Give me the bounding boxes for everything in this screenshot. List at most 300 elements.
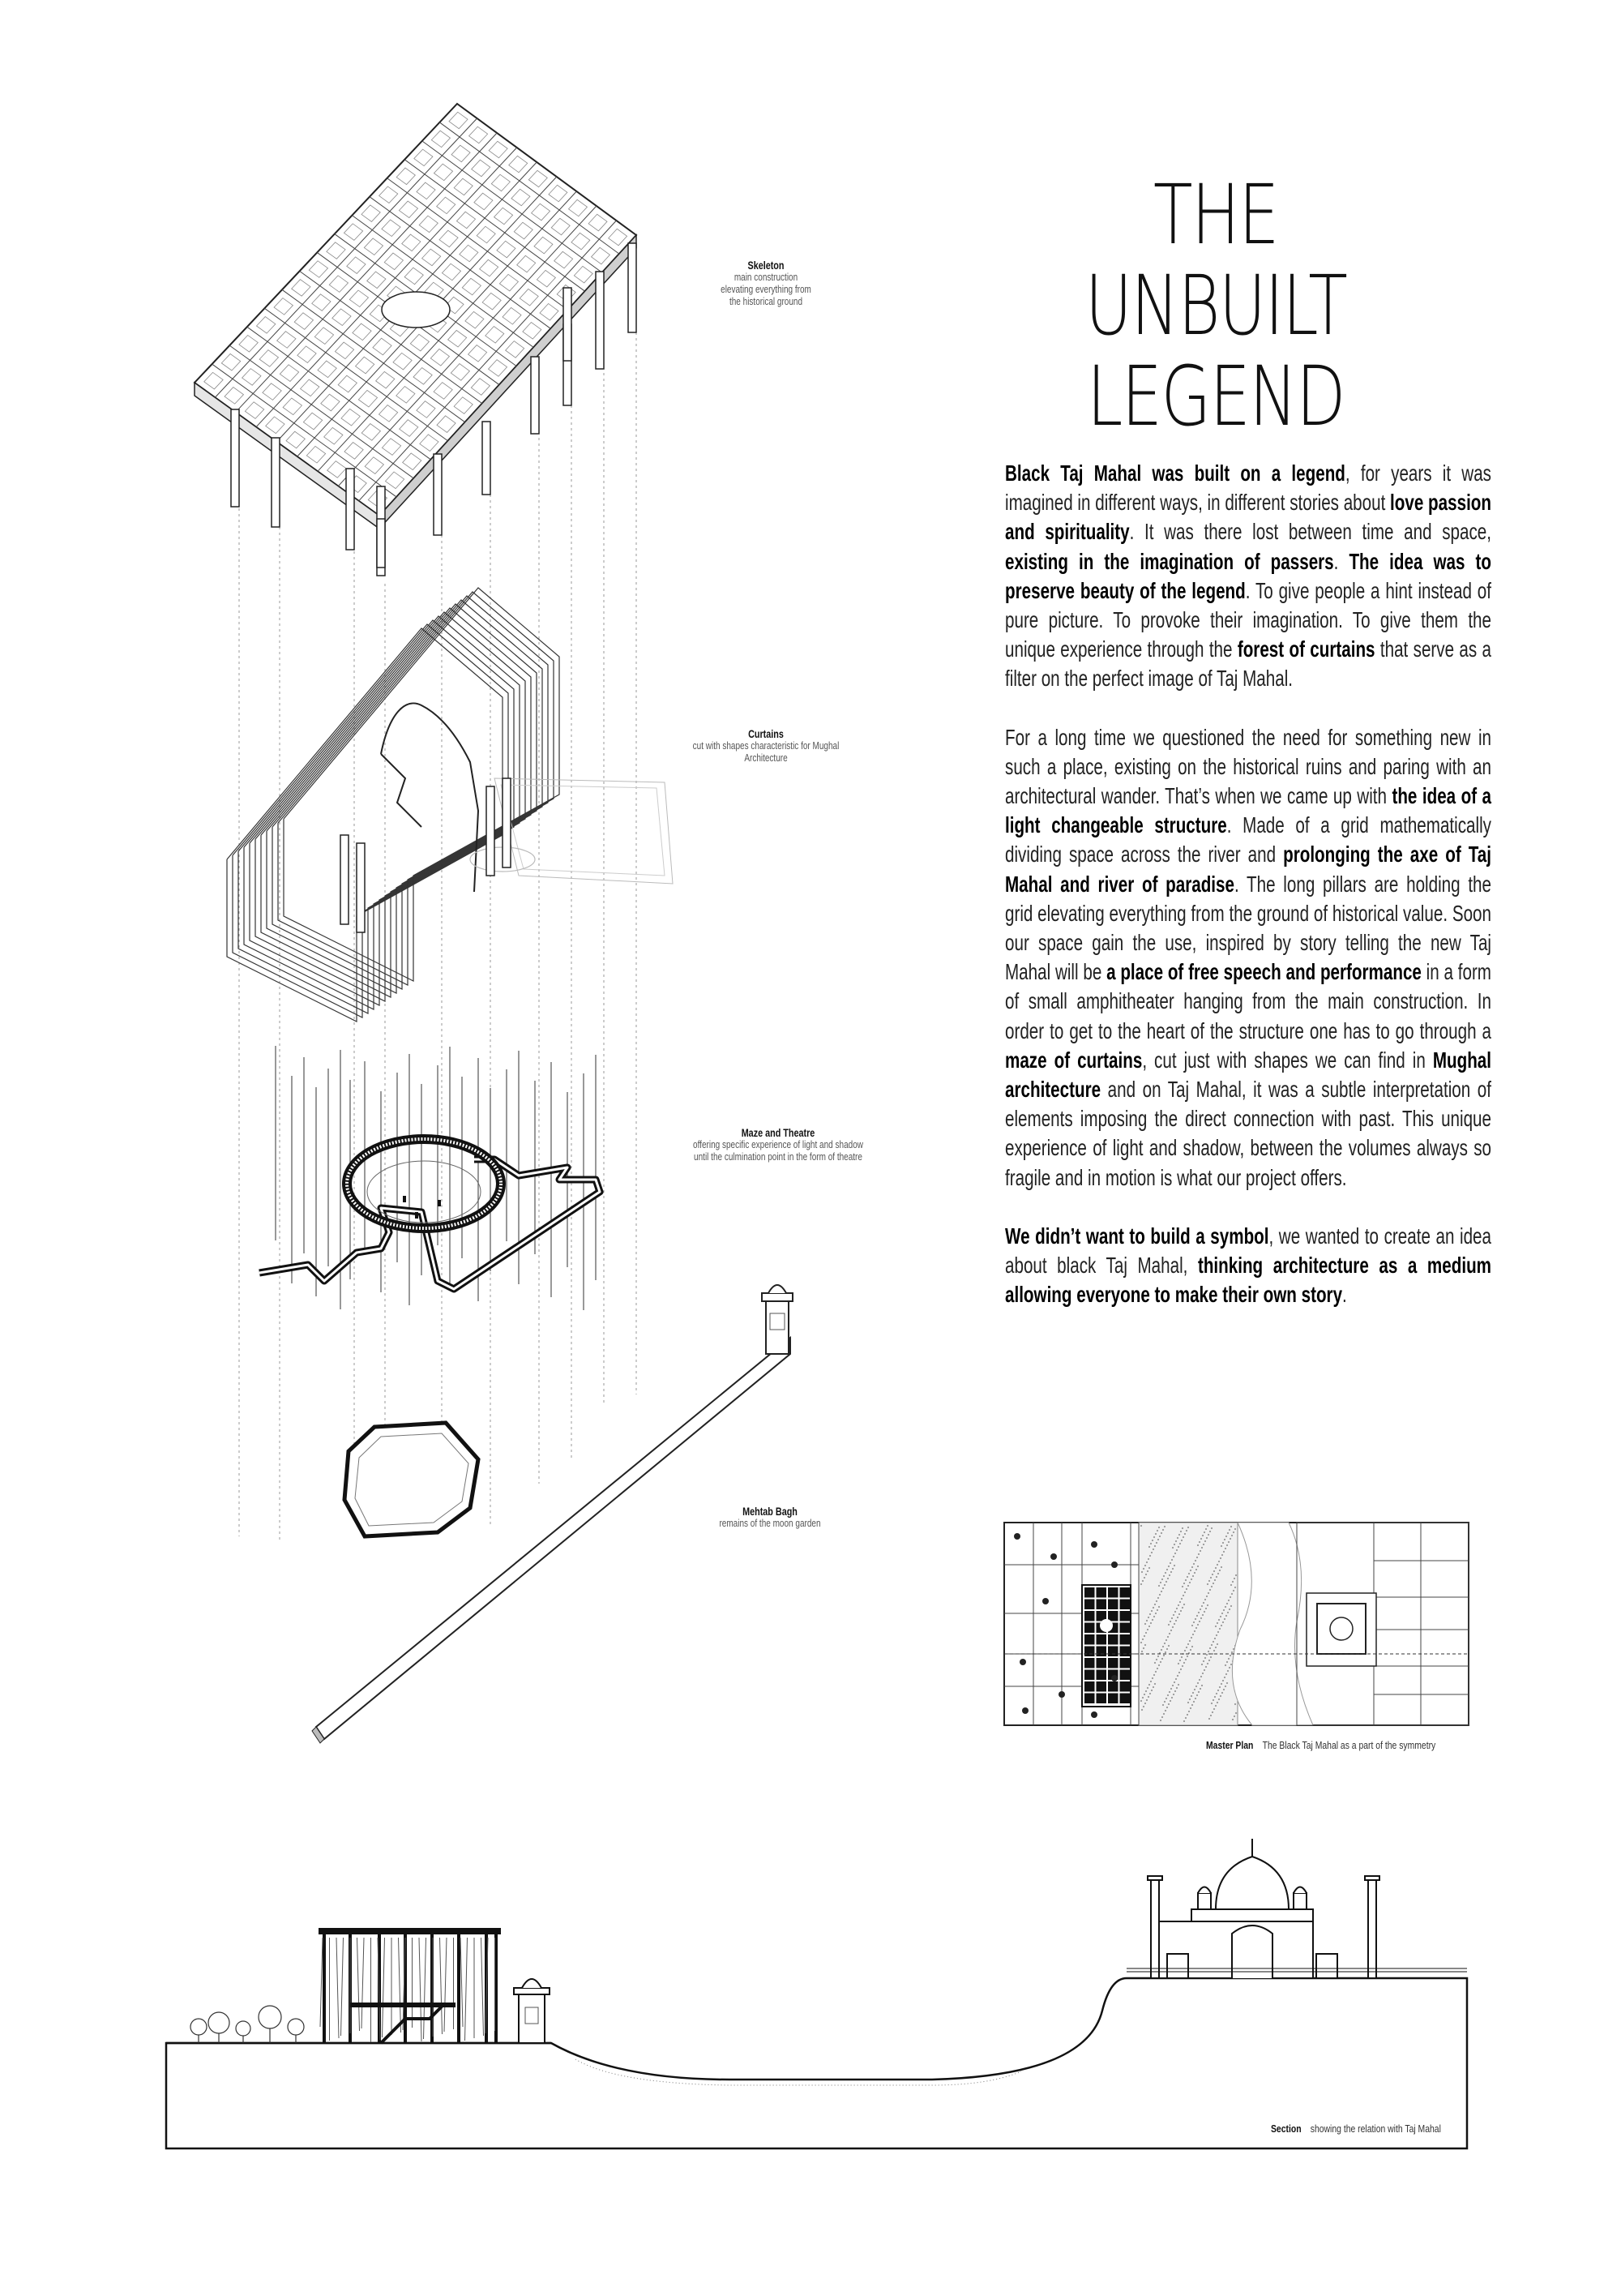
stipple-dot [1196, 1694, 1198, 1696]
body-text: that serve as a filter on the perfect image of Taj Mahal. [1005, 636, 1492, 692]
stipple-dot [1168, 1703, 1170, 1705]
stipple-dot [1179, 1601, 1181, 1603]
stipple-dot [1169, 1691, 1170, 1693]
emphasis-text: a place of free speech and performance [1106, 959, 1422, 985]
stipple-dot [1187, 1643, 1189, 1645]
stipple-dot [1152, 1540, 1153, 1541]
stipple-dot [1215, 1626, 1217, 1627]
stipple-dot [1235, 1712, 1237, 1714]
stipple-dot [1182, 1586, 1183, 1587]
stipple-dot [1235, 1574, 1237, 1576]
stipple-dot [1222, 1542, 1224, 1544]
stipple-dot [1197, 1682, 1199, 1684]
maze-drawing [259, 1046, 600, 1310]
stipple-dot [1150, 1543, 1152, 1544]
master-plan-caption-heading: Master Plan [1206, 1739, 1254, 1751]
stipple-dot [1157, 1609, 1158, 1611]
plan-dot [1111, 1675, 1118, 1681]
stipple-dot [1193, 1563, 1195, 1565]
stipple-dot [1222, 1621, 1224, 1623]
plan-cell [1097, 1681, 1107, 1692]
stipple-dot [1184, 1591, 1186, 1593]
stipple-dot [1172, 1685, 1174, 1686]
page-title [1039, 167, 1393, 446]
stipple-dot [1209, 1589, 1211, 1591]
stipple-dot [1184, 1650, 1186, 1651]
stipple-dot [1183, 1604, 1185, 1605]
stipple-dot [1217, 1702, 1218, 1703]
stipple-dot [1234, 1703, 1236, 1705]
stipple-dot [1217, 1564, 1218, 1566]
stipple-dot [1225, 1673, 1227, 1675]
paragraph-3 [1005, 1222, 1491, 1310]
stipple-dot [1195, 1569, 1197, 1570]
stipple-dot [1161, 1591, 1162, 1592]
stipple-dot [1170, 1571, 1172, 1573]
stipple-dot [1178, 1546, 1179, 1548]
plan-cell [1120, 1611, 1131, 1621]
stipple-dot [1229, 1529, 1230, 1531]
stipple-dot [1170, 1688, 1172, 1690]
stipple-dot [1227, 1612, 1229, 1613]
stipple-dot [1212, 1711, 1213, 1713]
stipple-dot [1218, 1619, 1220, 1621]
stipple-dot [1223, 1689, 1225, 1690]
stipple-dot [1157, 1656, 1159, 1657]
stipple-dot [1189, 1582, 1191, 1583]
stipple-dot [1225, 1664, 1226, 1666]
plan-cell [1108, 1694, 1118, 1704]
stipple-dot [1147, 1570, 1148, 1572]
emphasis-text: prolonging the axe of Taj Mahal and river of paradise [1005, 842, 1491, 897]
stipple-dot [1148, 1684, 1150, 1686]
stipple-dot [1186, 1647, 1187, 1648]
stipple-dot [1216, 1576, 1217, 1578]
description [1005, 459, 1491, 1339]
stipple-dot [1148, 1626, 1150, 1627]
stipple-dot [1223, 1609, 1225, 1611]
plan-cell [1084, 1587, 1095, 1598]
stipple-dot [1201, 1605, 1203, 1607]
pillar [231, 409, 239, 507]
stipple-dot [1231, 1593, 1233, 1595]
plan-cell [1084, 1681, 1095, 1692]
stipple-dot [1179, 1543, 1181, 1544]
stipple-dot [1152, 1677, 1153, 1679]
stipple-dot [1162, 1529, 1164, 1531]
stipple-dot [1199, 1679, 1200, 1681]
stipple-dot [1206, 1654, 1208, 1656]
stipple-dot [1209, 1647, 1211, 1649]
section-drawing [166, 1839, 1467, 2148]
section-curtain [465, 1938, 468, 2041]
plan-cell [1108, 1681, 1118, 1692]
body-text: . It was there lost between time and space, [1129, 519, 1491, 545]
emphasis-text: The idea was to preserve beauty of the legend [1005, 548, 1491, 603]
plan-cell [1120, 1634, 1131, 1645]
skeleton-drawing [195, 104, 636, 576]
stipple-dot [1199, 1621, 1200, 1622]
stipple-dot [1234, 1716, 1235, 1717]
emphasis-text: We didn’t want to build a symbol [1005, 1223, 1269, 1249]
body-text: . To give people a hint instead of pure picture. To provoke their imagination. To give them the unique experience through the [1005, 577, 1491, 662]
stipple-dot [1188, 1711, 1190, 1712]
stipple-dot [1183, 1583, 1185, 1584]
stipple-dot [1174, 1690, 1176, 1692]
stipple-dot [1155, 1671, 1157, 1673]
stipple-dot [1153, 1686, 1154, 1688]
stipple-dot [1173, 1556, 1174, 1557]
plan-cell [1084, 1658, 1095, 1668]
stipple-dot [1178, 1613, 1180, 1615]
stipple-dot [1213, 1641, 1214, 1643]
curtain-layer [227, 628, 503, 1022]
plan-cell [1097, 1634, 1107, 1645]
stipple-dot [1225, 1536, 1227, 1537]
stipple-dot [1163, 1655, 1165, 1656]
stipple-dot [1178, 1604, 1179, 1606]
stipple-dot [1161, 1716, 1163, 1718]
stipple-dot [1226, 1682, 1228, 1684]
stipple-dot [1205, 1528, 1207, 1530]
label-mehtab-bagh [699, 1506, 841, 1530]
stipple-dot [1177, 1675, 1178, 1677]
stipple-dot [1221, 1692, 1223, 1694]
plan-cell [1108, 1611, 1118, 1621]
section-curtain [481, 1938, 484, 2036]
plan-cell [1084, 1647, 1095, 1657]
stipple-dot [1144, 1644, 1146, 1646]
stipple-dot [1168, 1645, 1170, 1647]
section-curtain [336, 1938, 339, 2038]
stipple-dot [1158, 1585, 1160, 1587]
stipple-dot [1229, 1608, 1230, 1610]
stipple-dot [1172, 1626, 1174, 1628]
stipple-dot [1173, 1614, 1174, 1616]
pillar [377, 519, 385, 568]
stipple-dot [1178, 1534, 1180, 1536]
stipple-dot [1205, 1666, 1207, 1668]
stipple-dot [1143, 1706, 1144, 1707]
label-curtains-heading: Curtains [748, 728, 784, 740]
plan-cell [1120, 1658, 1131, 1668]
label-skeleton [691, 259, 840, 308]
emphasis-text: Mughal architecture [1005, 1047, 1491, 1103]
plan-cell [1084, 1634, 1095, 1645]
stipple-dot [1207, 1663, 1208, 1664]
stipple-dot [1149, 1693, 1151, 1694]
stipple-dot [1200, 1608, 1201, 1610]
stipple-dot [1164, 1643, 1165, 1644]
emphasis-text: maze of curtains [1005, 1047, 1143, 1073]
body-text: , we wanted to create an idea about black Taj Mahal, [1005, 1223, 1491, 1279]
stipple-dot [1154, 1662, 1156, 1664]
stipple-dot [1181, 1656, 1183, 1658]
stipple-dot [1162, 1704, 1164, 1706]
stipple-dot [1195, 1686, 1197, 1687]
plan-cell [1108, 1587, 1118, 1598]
stipple-dot [1164, 1526, 1165, 1527]
stipple-dot [1218, 1561, 1220, 1562]
stipple-dot [1211, 1644, 1213, 1646]
stipple-dot [1194, 1689, 1195, 1690]
stipple-dot [1165, 1698, 1167, 1699]
plan-cell [1084, 1611, 1095, 1621]
section-curtain [440, 1938, 443, 2034]
stipple-dot [1141, 1571, 1143, 1573]
stipple-dot [1213, 1583, 1214, 1584]
label-maze-line: until the culmination point in the form of theatre [694, 1151, 862, 1163]
stipple-dot [1217, 1631, 1219, 1633]
stipple-dot [1182, 1527, 1183, 1529]
stipple-dot [1191, 1625, 1193, 1626]
plan-cell [1084, 1670, 1095, 1681]
stipple-dot [1191, 1695, 1192, 1697]
stipple-dot [1150, 1681, 1152, 1682]
stipple-dot [1147, 1687, 1148, 1689]
stipple-dot [1156, 1659, 1157, 1660]
stipple-dot [1221, 1613, 1223, 1614]
stipple-dot [1219, 1686, 1221, 1688]
plan-cell [1120, 1600, 1131, 1610]
stipple-dot [1148, 1558, 1149, 1560]
stipple-dot [1145, 1690, 1147, 1692]
stipple-dot [1197, 1544, 1199, 1546]
stipple-dot [1187, 1527, 1189, 1528]
stipple-dot [1153, 1616, 1155, 1617]
stipple-dot [1174, 1565, 1175, 1566]
stipple-dot [1230, 1605, 1232, 1607]
stipple-dot [1184, 1533, 1186, 1535]
stipple-dot [1180, 1531, 1182, 1532]
stipple-dot [1193, 1701, 1195, 1703]
stipple-dot [1146, 1699, 1148, 1701]
stipple-dot [1172, 1568, 1174, 1570]
stipple-dot [1146, 1561, 1148, 1563]
stipple-dot [1200, 1550, 1201, 1552]
plan-cell [1084, 1623, 1095, 1634]
stipple-dot [1210, 1577, 1212, 1578]
stipple-dot [1181, 1540, 1183, 1541]
stipple-dot [1162, 1646, 1164, 1647]
stipple-dot [1195, 1618, 1196, 1620]
stipple-dot [1234, 1578, 1235, 1579]
stipple-dot [1178, 1684, 1179, 1686]
body-text: . [1333, 548, 1349, 574]
stipple-dot [1204, 1669, 1205, 1671]
plan-cell [1120, 1587, 1131, 1598]
stipple-dot [1151, 1610, 1153, 1612]
stipple-dot [1220, 1616, 1221, 1617]
stipple-dot [1213, 1699, 1214, 1701]
stipple-dot [1174, 1611, 1176, 1613]
stipple-dot [1140, 1642, 1142, 1643]
stipple-dot [1201, 1685, 1203, 1686]
plan-dot [1111, 1561, 1118, 1568]
stipple-dot [1140, 1525, 1142, 1527]
stipple-dot [1228, 1541, 1230, 1543]
stipple-dot [1226, 1661, 1228, 1663]
stipple-dot [1214, 1638, 1216, 1639]
stipple-dot [1159, 1536, 1161, 1537]
stipple-dot [1151, 1690, 1153, 1691]
stipple-dot [1183, 1595, 1184, 1596]
stipple-dot [1198, 1612, 1200, 1613]
stipple-dot [1215, 1647, 1217, 1648]
stipple-dot [1175, 1678, 1177, 1680]
body-text: in a form of small amphitheater hanging from the main construction. In order to get to the heart of the structure one has to go through a [1005, 959, 1491, 1043]
stipple-dot [1158, 1527, 1160, 1528]
stipple-dot [1208, 1651, 1209, 1652]
stipple-dot [1188, 1573, 1190, 1574]
body-text: . [1342, 1282, 1347, 1308]
stipple-dot [1209, 1531, 1211, 1532]
stipple-dot [1142, 1638, 1144, 1640]
stipple-dot [1174, 1623, 1175, 1625]
stipple-dot [1210, 1656, 1212, 1658]
stipple-dot [1204, 1531, 1205, 1533]
label-maze [655, 1127, 901, 1163]
stipple-dot [1153, 1607, 1154, 1608]
stipple-dot [1200, 1617, 1202, 1619]
paragraph-1 [1005, 459, 1491, 694]
stipple-dot [1163, 1713, 1165, 1715]
stipple-dot [1160, 1582, 1161, 1583]
stipple-dot [1167, 1694, 1169, 1696]
stipple-dot [1220, 1557, 1221, 1559]
pillar [628, 243, 636, 332]
stipple-dot [1144, 1703, 1146, 1704]
pillar [346, 469, 354, 550]
stipple-dot [1189, 1640, 1191, 1642]
stipple-dot [1157, 1668, 1158, 1669]
stipple-dot [1166, 1707, 1168, 1708]
stipple-dot [1176, 1549, 1178, 1551]
stipple-dot [1140, 1583, 1142, 1585]
stipple-dot [1177, 1537, 1178, 1539]
stipple-dot [1228, 1658, 1230, 1660]
body-text: , cut just with shapes we can find in [1142, 1047, 1433, 1073]
stipple-dot [1233, 1531, 1234, 1533]
stipple-dot [1155, 1613, 1157, 1614]
stipple-dot [1160, 1720, 1161, 1721]
stipple-dot [1144, 1623, 1146, 1625]
plan-cell [1108, 1634, 1118, 1645]
stipple-dot [1227, 1670, 1229, 1672]
plan-cell [1084, 1600, 1095, 1610]
pillar [434, 454, 442, 535]
plan-cell [1097, 1694, 1107, 1704]
section-curtain [460, 1938, 463, 2027]
plan-cell [1097, 1600, 1107, 1610]
stipple-dot [1208, 1580, 1210, 1582]
plan-cell [1120, 1681, 1131, 1692]
stipple-dot [1232, 1719, 1234, 1720]
stipple-dot [1203, 1544, 1204, 1545]
stipple-dot [1211, 1527, 1213, 1529]
stipple-dot [1178, 1663, 1179, 1664]
stipple-dot [1167, 1578, 1169, 1579]
stipple-dot [1172, 1547, 1174, 1549]
stipple-dot [1174, 1553, 1176, 1554]
emphasis-text: the idea of a light changeable structure [1005, 783, 1491, 838]
label-skeleton-heading: Skeleton [747, 259, 785, 272]
emphasis-text: Black Taj Mahal was built on a legend [1005, 460, 1345, 486]
stipple-dot [1211, 1586, 1213, 1587]
stipple-dot [1221, 1625, 1222, 1626]
stipple-dot [1163, 1575, 1165, 1577]
stipple-dot [1165, 1639, 1167, 1641]
stipple-dot [1194, 1572, 1195, 1574]
section-curtain [341, 1938, 344, 2036]
stipple-dot [1183, 1720, 1185, 1722]
stipple-dot [1226, 1603, 1228, 1604]
stipple-dot [1170, 1630, 1172, 1631]
stipple-dot [1190, 1649, 1191, 1651]
stipple-dot [1153, 1549, 1154, 1550]
stipple-dot [1234, 1528, 1236, 1530]
curtains-drawing [227, 588, 673, 1022]
stipple-dot [1154, 1604, 1156, 1605]
paragraph-2 [1005, 723, 1491, 1193]
pillar [531, 357, 539, 434]
plan-dot [1022, 1707, 1029, 1714]
stipple-dot [1146, 1620, 1148, 1621]
stipple-dot [1223, 1551, 1225, 1553]
stipple-dot [1152, 1619, 1153, 1621]
stipple-dot [1226, 1544, 1228, 1546]
stipple-dot [1228, 1600, 1230, 1601]
stipple-dot [1200, 1676, 1202, 1677]
stipple-dot [1164, 1584, 1165, 1586]
stipple-dot [1166, 1648, 1168, 1650]
plan-cell [1097, 1658, 1107, 1668]
stipple-dot [1233, 1590, 1234, 1591]
stipple-dot [1182, 1607, 1183, 1608]
stipple-dot [1215, 1705, 1217, 1707]
stipple-dot [1201, 1664, 1203, 1665]
stipple-dot [1208, 1718, 1210, 1720]
section-caption [1271, 2123, 1441, 2135]
stipple-dot [1211, 1703, 1213, 1704]
stipple-dot [1217, 1643, 1218, 1645]
label-mehtab-line: remains of the moon garden [719, 1518, 821, 1529]
stipple-dot [1144, 1635, 1145, 1637]
stipple-dot [1178, 1672, 1180, 1673]
stipple-dot [1204, 1611, 1205, 1613]
section-curtain [424, 1938, 426, 2039]
stipple-dot [1225, 1548, 1226, 1549]
stipple-dot [1153, 1536, 1155, 1538]
emphasis-text: thinking architecture as a medium allowing everyone to make their own story [1005, 1253, 1492, 1308]
plan-cell [1120, 1694, 1131, 1704]
stipple-dot [1177, 1617, 1178, 1618]
plan-dot [1020, 1659, 1026, 1665]
stipple-dot [1176, 1687, 1178, 1689]
stipple-dot [1157, 1539, 1159, 1540]
stipple-dot [1221, 1566, 1222, 1568]
stipple-dot [1213, 1650, 1215, 1651]
stipple-dot [1203, 1602, 1204, 1604]
stipple-dot [1165, 1581, 1167, 1583]
section-curtain [419, 1938, 421, 2041]
pillar [596, 272, 604, 369]
stipple-dot [1144, 1694, 1145, 1695]
stipple-dot [1156, 1600, 1157, 1602]
body-text: . Made of a grid mathematically dividing space across the river and [1005, 812, 1491, 867]
stipple-dot [1169, 1574, 1170, 1576]
stipple-dot [1161, 1578, 1163, 1580]
